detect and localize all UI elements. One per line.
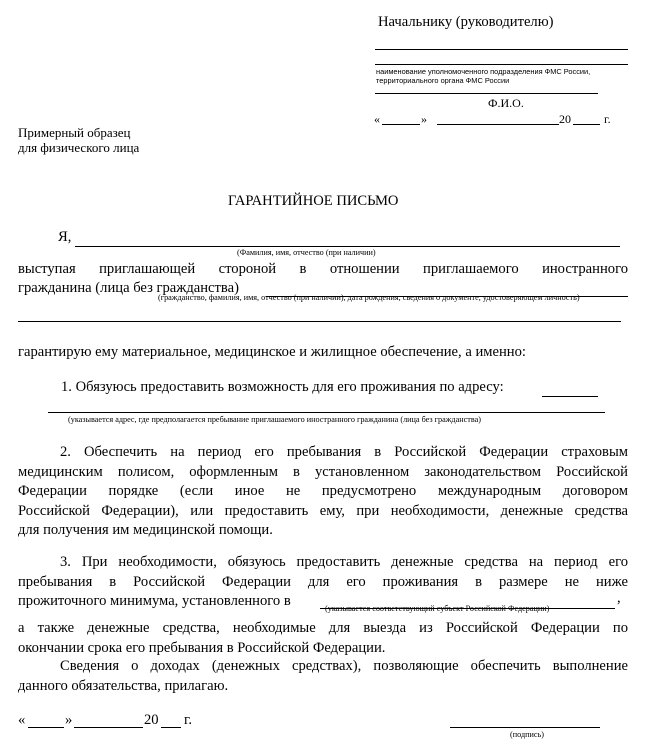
item3-tail-paragraph — [18, 619, 628, 658]
applicant-fio-caption: (Фамилия, имя, отчество (при наличии) — [237, 248, 376, 257]
signature-blank-line — [450, 727, 600, 728]
footer-date-day-line — [28, 727, 64, 728]
header-date-close-quote: » — [421, 112, 427, 126]
header-date-open-quote: « — [374, 112, 380, 126]
item1-text: 1. Обязуюсь предоставить возможность для его проживания по адресу: — [61, 379, 504, 395]
item2-line: 2. Обеспечить на период его пребывания в Российской Федерации страховым — [60, 444, 628, 460]
authority-blank-line — [375, 64, 628, 65]
applicant-fio-blank-line — [75, 246, 620, 247]
citizen-caption: (гражданство, фамилия, имя, отчество (при наличии), дата рождения, сведения о документе, удостоверяющем личность) — [158, 293, 580, 302]
header-date-month-line — [437, 124, 559, 125]
i-prefix: Я, — [58, 229, 72, 245]
authority-caption-1: наименование уполномоченного подразделения ФМС России, — [376, 67, 591, 76]
footer-date-suffix: г. — [184, 712, 192, 728]
footer-date-close-quote: » — [65, 712, 73, 728]
authority-caption-2: территориального органа ФМС России — [376, 76, 510, 85]
item2-line: для получения им медицинской помощи. — [18, 522, 273, 538]
item2-line: Российской Федерации), или предоставить ему, при необходимости, денежные средства — [18, 502, 628, 519]
sample-note-line2: для физического лица — [18, 140, 140, 155]
address-blank-line — [48, 412, 605, 413]
income-paragraph — [18, 657, 628, 696]
item3-line: пребывания в Российской Федерации для его проживания в размере не ниже — [18, 573, 628, 590]
signature-caption: (подпись) — [510, 730, 544, 739]
footer-date-year-line — [161, 727, 181, 728]
page-title: ГАРАНТИЙНОЕ ПИСЬМО — [228, 193, 399, 209]
fio-blank-line — [375, 93, 598, 94]
item2-line: медицинским полисом, оформленным в установленном законодательством Российской — [18, 463, 628, 480]
header-date-day-line — [382, 124, 420, 125]
addressee-blank-line — [375, 49, 628, 50]
income-line: данного обязательства, прилагаю. — [18, 677, 229, 694]
addressee-line: Начальнику (руководителю) — [378, 14, 554, 30]
address-caption: (указывается адрес, где предполагается пребывание приглашаемого иностранного гражданина (лица без гражданства) — [68, 415, 481, 424]
subject-caption: (указывается соответствующий субъект Российской Федерации) — [325, 604, 550, 613]
footer-date-year: 20 — [144, 712, 159, 728]
header-date-suffix: г. — [604, 112, 611, 126]
fio-caption: Ф.И.О. — [488, 96, 524, 110]
acting-line-2: гражданина (лица без гражданства) — [18, 280, 239, 296]
item3-tail-line: окончании срока его пребывания в Российской Федерации. — [18, 639, 386, 656]
acting-line-1: выступая приглашающей стороной в отношении приглашаемого иностранного — [18, 261, 628, 277]
item3-comma: , — [617, 590, 621, 606]
item3-line: прожиточного минимума, установленного в — [18, 593, 291, 609]
footer-date-open-quote: « — [18, 712, 26, 728]
item2-line: Федерации порядке (если иное не предусмотрено международным договором — [18, 483, 628, 499]
item1-address-blank-line — [542, 396, 598, 397]
income-line: Сведения о доходах (денежных средствах), позволяющие обеспечить выполнение — [60, 658, 628, 674]
header-date-year-line — [573, 124, 600, 125]
citizen-blank-line-2 — [18, 321, 621, 322]
item3-line: 3. При необходимости, обязуюсь предоставить денежные средства на период его — [60, 554, 628, 570]
item3-paragraph — [18, 553, 628, 612]
guarantee-line: гарантирую ему материальное, медицинское и жилищное обеспечение, а именно: — [18, 344, 526, 360]
header-date-year: 20 — [559, 112, 571, 126]
item3-tail-line: а также денежные средства, необходимые для выезда из Российской Федерации по — [18, 620, 628, 636]
footer-date-month-line — [74, 727, 143, 728]
item2-paragraph — [18, 443, 628, 541]
sample-note-line1: Примерный образец — [18, 125, 131, 140]
